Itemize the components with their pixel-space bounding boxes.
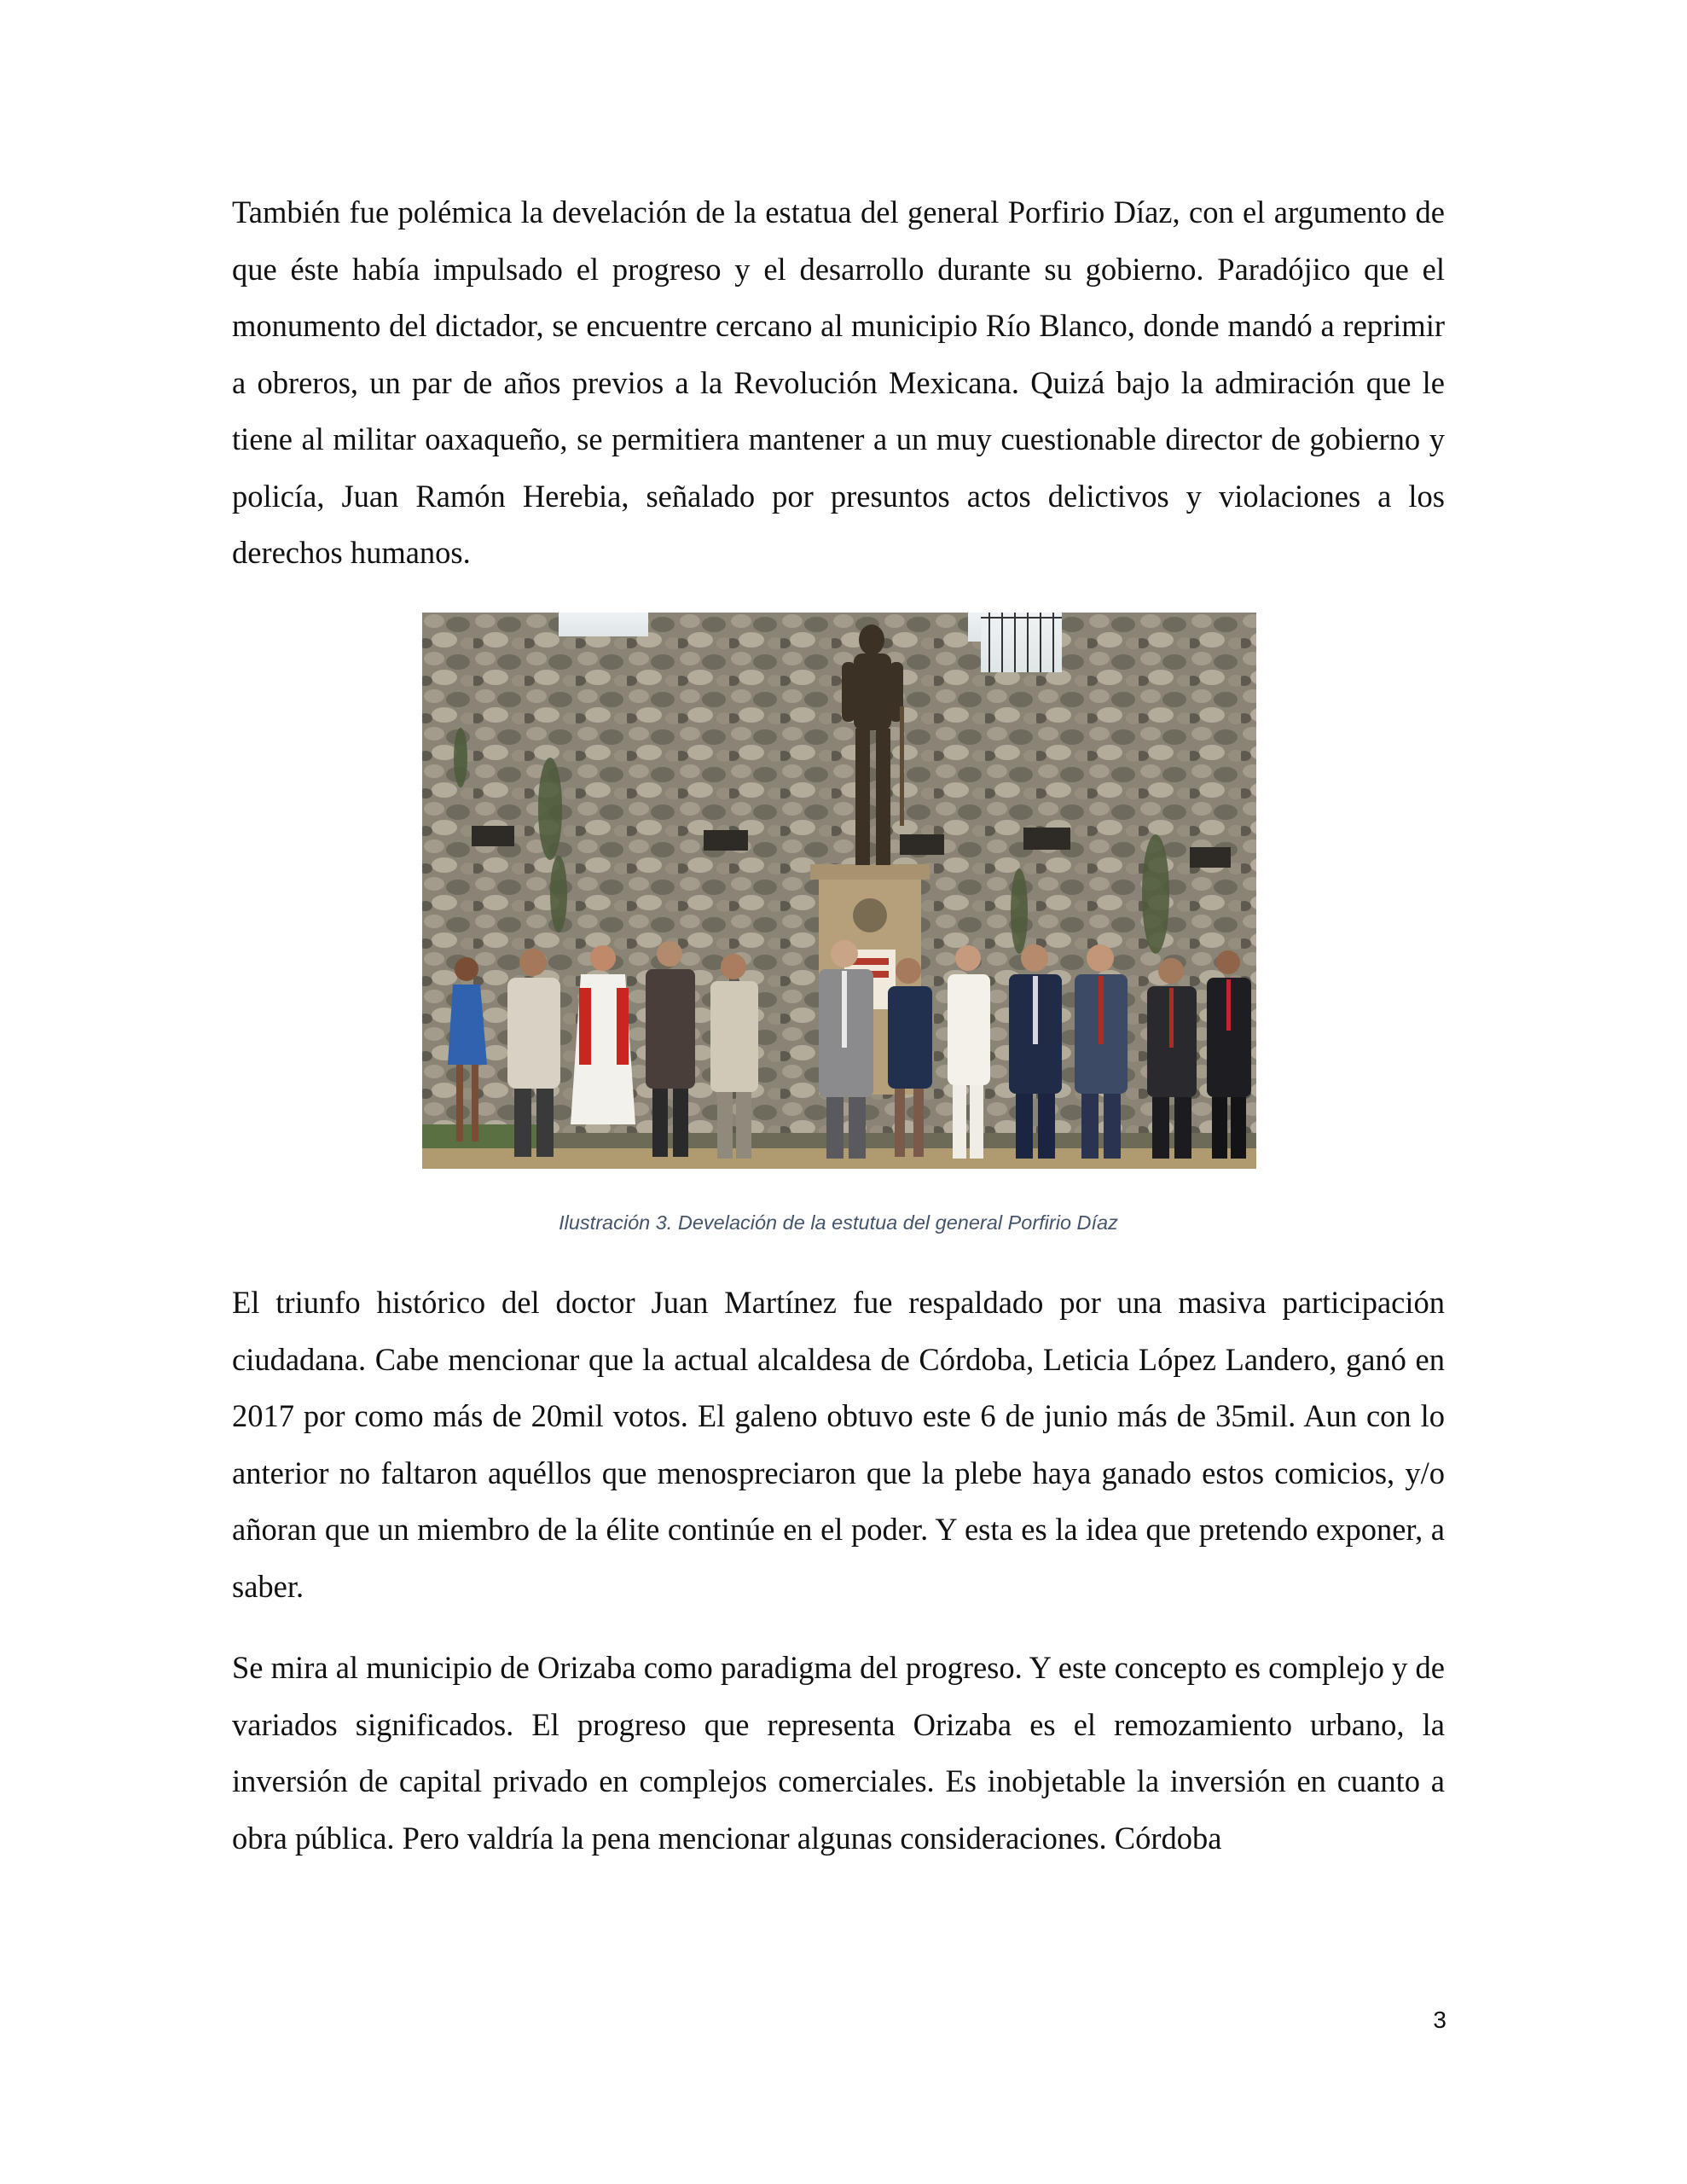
paragraph-juan-martinez-triumph: El triunfo histórico del doctor Juan Martínez fue respaldado por una masiva participación ciudadana. Cabe mencionar que la actual alcaldesa de Córdoba, Leticia López Landero, ganó en 2017 por como más de 20mil votos. El galeno obtuvo este 6 de junio más de 35mil. Aun con lo anterior no faltaron aquéllos que menospreciaron que la plebe haya ganado estos comicios, y/o añoran que un miembro de la élite continúe en el poder. Y esta es la idea que pretendo exponer, a saber. <box>232 1285 1445 1604</box>
figure-caption: Ilustración 3. Develación de la estutua del general Porfirio Díaz <box>559 1211 1118 1234</box>
paragraph-porfirio-statue: También fue polémica la develación de la estatua del general Porfirio Díaz, con el argumento de que éste había impulsado el progreso y el desarrollo durante su gobierno. Paradójico que el monumento del dictador, se encuentre cercano al municipio Río Blanco, donde mandó a reprimir a obreros, un par de años previos a la Revolución Mexicana. Quizá bajo la admiración que le tiene al militar oaxaqueño, se permitiera mantener a un muy cuestionable director de gobierno y policía, Juan Ramón Herebia, señalado por presuntos actos delictivos y violaciones a los derechos humanos. <box>232 195 1445 570</box>
paragraph-orizaba-progress: Se mira al municipio de Orizaba como paradigma del progreso. Y este concepto es complejo y de variados significados. El progreso que representa Orizaba es el remozamiento urbano, la inversión de capital privado en complejos comerciales. Es inobjetable la inversión en cuanto a obra pública. Pero valdría la pena mencionar algunas consideraciones. Córdoba <box>232 1650 1445 1856</box>
statue-unveiling-photo <box>422 613 1256 1169</box>
page-number: 3 <box>1433 2007 1446 2033</box>
